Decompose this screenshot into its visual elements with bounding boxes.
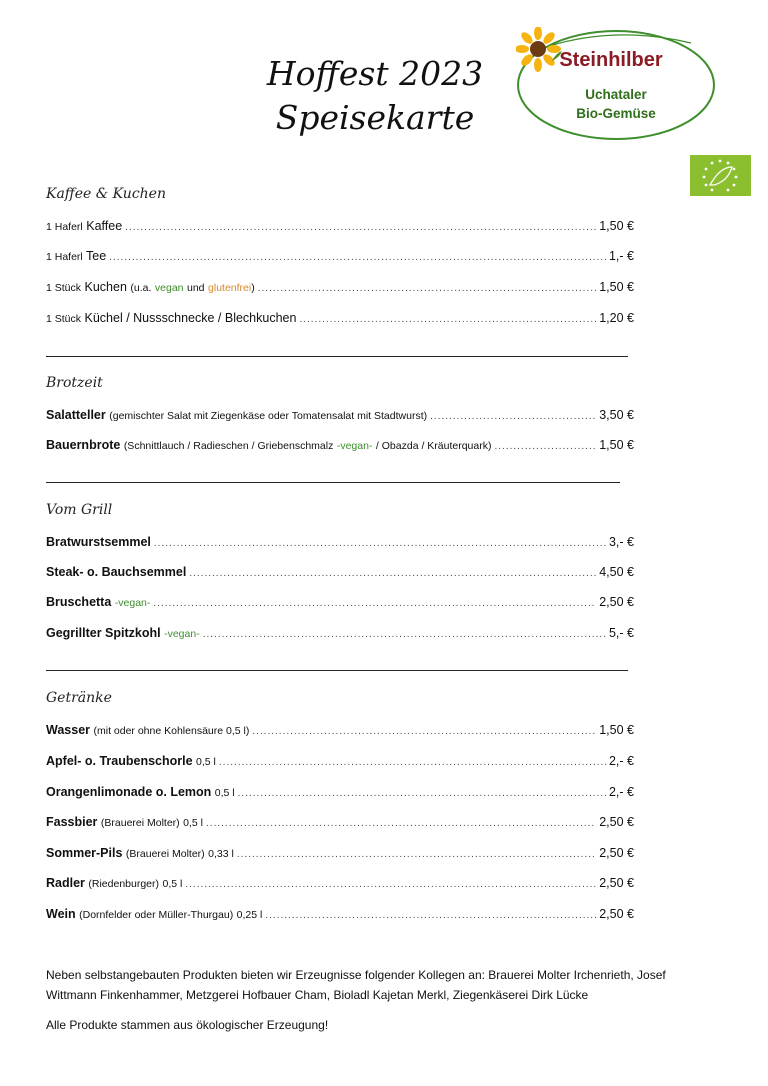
item-size: 0,5 l bbox=[162, 878, 183, 890]
leader-dots bbox=[299, 314, 596, 325]
item-qty: 1 Haferl bbox=[46, 251, 83, 263]
item-name: Apfel- o. Traubenschorle bbox=[46, 754, 193, 768]
vegan-tag: -vegan- bbox=[164, 628, 200, 640]
menu-item bbox=[46, 408, 634, 428]
page-title bbox=[240, 52, 510, 140]
item-note: (gemischter Salat mit Ziegenkäse oder Tomatensalat mit Stadtwurst) bbox=[109, 410, 428, 422]
item-note: / Obazda / Kräuterquark) bbox=[375, 440, 492, 452]
item-size: 0,5 l bbox=[196, 756, 216, 768]
item-name: Kaffee bbox=[86, 219, 123, 233]
title-line-2: Speisekarte bbox=[275, 98, 475, 137]
item-price: 1,50 € bbox=[599, 280, 634, 294]
menu-item bbox=[46, 876, 634, 896]
menu-item bbox=[46, 438, 634, 458]
leader-dots bbox=[238, 788, 606, 799]
menu-item bbox=[46, 311, 634, 331]
leader-dots bbox=[252, 726, 596, 737]
leader-dots bbox=[154, 538, 606, 549]
leader-dots bbox=[265, 910, 596, 921]
item-name: Gegrillter Spitzkohl bbox=[46, 626, 161, 640]
menu-item bbox=[46, 219, 634, 239]
steinhilber-logo bbox=[516, 27, 718, 145]
leader-dots bbox=[237, 849, 596, 860]
item-size: 0,5 l bbox=[214, 787, 235, 799]
logo-sub-line-2: Bio-Gemüse bbox=[576, 106, 656, 121]
leader-dots bbox=[153, 598, 596, 609]
item-name: Wasser bbox=[46, 723, 91, 737]
item-size: 0,25 l bbox=[236, 909, 263, 921]
logo-name: Steinhilber bbox=[559, 49, 663, 71]
item-name: Radler bbox=[46, 876, 85, 890]
item-price: 2,- € bbox=[608, 754, 634, 768]
item-name: Steak- o. Bauchsemmel bbox=[46, 565, 187, 579]
menu-item bbox=[46, 785, 634, 805]
item-price: 1,50 € bbox=[599, 723, 634, 737]
item-price: 2,- € bbox=[608, 785, 634, 799]
footer-line-1: Neben selbstangebauten Produkten bieten wir Erzeugnisse folgender Kollegen an: Brauerei Molter Irchenrieth, Josef bbox=[46, 968, 666, 982]
footer-organic-note: Alle Produkte stammen aus ökologischer Erzeugung! bbox=[46, 1018, 329, 1032]
logo-sub-line-1: Uchataler bbox=[585, 87, 647, 102]
vegan-tag: vegan bbox=[154, 282, 184, 294]
section-title-getraenke: Getränke bbox=[46, 690, 112, 706]
section-divider bbox=[46, 670, 628, 671]
item-name: Orangenlimonade o. Lemon bbox=[46, 785, 212, 799]
item-price: 2,50 € bbox=[599, 846, 634, 860]
menu-item bbox=[46, 565, 634, 585]
menu-item bbox=[46, 595, 634, 615]
item-name: Kuchen bbox=[84, 280, 127, 294]
item-note: (Brauerei Molter) bbox=[125, 848, 205, 860]
leader-dots bbox=[109, 252, 606, 263]
vegan-tag: -vegan- bbox=[336, 440, 373, 452]
logo-subtitle bbox=[556, 85, 676, 123]
item-price: 3,50 € bbox=[599, 408, 634, 422]
menu-item bbox=[46, 907, 634, 927]
item-size: 0,33 l bbox=[208, 848, 234, 860]
item-qty: 1 Haferl bbox=[46, 221, 83, 233]
item-note: (Dornfelder oder Müller-Thurgau) bbox=[79, 909, 234, 921]
leader-dots bbox=[219, 757, 606, 768]
item-name: Sommer-Pils bbox=[46, 846, 123, 860]
section-divider bbox=[46, 482, 620, 483]
footer-partners bbox=[46, 965, 736, 1005]
item-name: Bauernbrote bbox=[46, 438, 121, 452]
sunflower-icon bbox=[516, 27, 564, 75]
section-divider bbox=[46, 356, 628, 357]
item-note: ) bbox=[251, 282, 255, 294]
item-name: Küchel / Nussschnecke / Blechkuchen bbox=[84, 311, 297, 325]
menu-item bbox=[46, 626, 634, 646]
title-line-1: Hoffest 2023 bbox=[266, 54, 484, 93]
item-qty: 1 Stück bbox=[46, 282, 82, 294]
section-title-grill: Vom Grill bbox=[46, 502, 113, 518]
menu-item bbox=[46, 280, 634, 300]
item-note: (Brauerei Molter) bbox=[100, 817, 180, 829]
leader-dots bbox=[125, 222, 596, 233]
menu-item bbox=[46, 754, 634, 774]
item-name: Fassbier bbox=[46, 815, 98, 829]
item-price: 1,50 € bbox=[599, 438, 634, 452]
leader-dots bbox=[430, 411, 596, 422]
item-price: 4,50 € bbox=[599, 565, 634, 579]
menu-item bbox=[46, 846, 634, 866]
glutenfree-tag: glutenfrei bbox=[208, 282, 252, 294]
leader-dots bbox=[189, 568, 596, 579]
leader-dots bbox=[494, 441, 596, 452]
item-name: Wein bbox=[46, 907, 76, 921]
item-price: 1,20 € bbox=[599, 311, 634, 325]
section-title-kaffee: Kaffee & Kuchen bbox=[46, 186, 166, 202]
item-name: Salatteller bbox=[46, 408, 106, 422]
menu-item bbox=[46, 249, 634, 269]
item-note: (mit oder ohne Kohlensäure 0,5 l) bbox=[93, 725, 250, 737]
item-size: 0,5 l bbox=[183, 817, 204, 829]
vegan-tag: -vegan- bbox=[114, 597, 151, 609]
item-price: 1,50 € bbox=[599, 219, 634, 233]
item-price: 1,- € bbox=[608, 249, 634, 263]
leader-dots bbox=[206, 818, 596, 829]
item-qty: 1 Stück bbox=[46, 313, 82, 325]
item-note: (u.a. bbox=[130, 282, 152, 294]
item-price: 2,50 € bbox=[599, 907, 634, 921]
item-name: Tee bbox=[86, 249, 107, 263]
item-note: (Schnittlauch / Radieschen / Griebenschmalz bbox=[123, 440, 334, 452]
leader-dots bbox=[258, 283, 597, 294]
item-note: (Riedenburger) bbox=[88, 878, 160, 890]
leader-dots bbox=[203, 629, 606, 640]
item-note: und bbox=[187, 282, 205, 294]
item-price: 2,50 € bbox=[599, 595, 634, 609]
item-price: 2,50 € bbox=[599, 815, 634, 829]
item-price: 3,- € bbox=[608, 535, 634, 549]
menu-item bbox=[46, 535, 634, 555]
item-name: Bruschetta bbox=[46, 595, 112, 609]
menu-item bbox=[46, 723, 634, 743]
item-name: Bratwurstsemmel bbox=[46, 535, 151, 549]
menu-item bbox=[46, 815, 634, 835]
leader-dots bbox=[185, 879, 596, 890]
footer-line-2: Wittmann Finkenhammer, Metzgerei Hofbauer Cham, Bioladl Kajetan Merkl, Ziegenkäserei Dirk Lücke bbox=[46, 988, 589, 1002]
item-price: 5,- € bbox=[608, 626, 634, 640]
eu-organic-leaf-icon bbox=[690, 155, 751, 196]
item-price: 2,50 € bbox=[599, 876, 634, 890]
section-title-brotzeit: Brotzeit bbox=[46, 375, 103, 391]
